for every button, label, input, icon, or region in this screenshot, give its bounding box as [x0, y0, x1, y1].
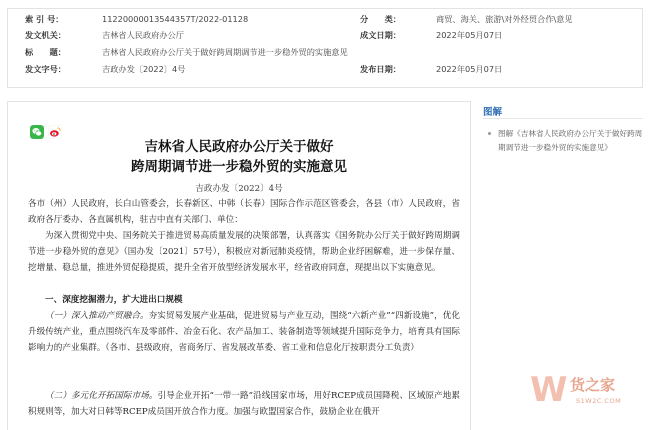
item-1-lead: （一）深入推动产贸融合。 [45, 311, 149, 321]
docno-value: 吉政办发〔2022〕4号 [102, 64, 186, 74]
item-2-paragraph [28, 388, 460, 420]
watermark-name: 货之家 [570, 376, 616, 394]
intro-paragraph: 为深入贯彻党中央、国务院关于推进贸易高质量发展的决策部署，认真落实《国务院办公厅关于做好跨周期调节进一步稳外贸的意见》（国办发〔2021〕57号），积极应对新冠肺炎疫情，帮助企业纾困解难，进一步保存量、挖增量、稳总量，推进外贸促稳提质，提升全省开放型经济发展水平，经省政府同意，现提出以下实施意见。 [28, 231, 460, 273]
document-title-line-1: 吉林省人民政府办公厅关于做好 [144, 139, 334, 155]
sidebar-title: 图解 [483, 107, 503, 118]
issuer-label: 发文机关： [25, 30, 66, 40]
docno-label: 发文字号： [25, 64, 66, 74]
date-created-label: 成文日期： [360, 30, 401, 40]
meta-row-index [8, 12, 642, 26]
index-value: 11220000013544357T/2022-01128 [102, 14, 249, 24]
item-1-text: 夯实贸易发展产业基础，促进贸易与产业互动，围绕“六新产业”“四新设施”，优化升级传统产业，重点围绕汽车及零部件、冶金石化、农产品加工、装备制造等领域提升国际竞争力，培育具有国际影响力的产业集群。（各市、县级政府，省商务厅、省发展改革委、省工业和信息化厅按职责分工负责） [28, 311, 460, 353]
title-label: 标 题： [25, 47, 66, 57]
date-created-value: 2022年05月07日 [436, 30, 503, 40]
bullet-icon [488, 132, 491, 135]
sidebar-infographic-link[interactable]: 图解《吉林省人民政府办公厅关于做好跨周期调节进一步稳外贸的实施意见》 [498, 129, 643, 152]
publish-date-label: 发布日期： [360, 64, 401, 74]
document-metadata-panel [7, 8, 643, 88]
index-label: 索 引 号： [25, 14, 64, 24]
document-body-card [7, 101, 471, 430]
item-2-text: 引导企业开拓“一带一路”沿线国家市场，用好RCEP成员国降税、区域原产地累积规则等，加大对日韩等RCEP成员国开放合作力度。加强与欧盟国家合作，鼓励企业在俄开 [28, 391, 460, 417]
addressee-paragraph: 各市（州）人民政府，长白山管委会，长春新区、中韩（长春）国际合作示范区管委会，各县（市）人民政府，省政府各厅委办、各直属机构，驻吉中直有关部门、单位： [28, 199, 460, 225]
title-value: 吉林省人民政府办公厅关于做好跨周期调节进一步稳外贸的实施意见 [102, 47, 348, 57]
issuer-value: 吉林省人民政府办公厅 [102, 30, 184, 40]
sidebar-divider [483, 118, 643, 119]
item-1-paragraph [28, 308, 460, 356]
meta-row-docno [8, 62, 642, 76]
meta-row-title [8, 45, 642, 59]
document-number: 吉政办发〔2022〕4号 [195, 184, 283, 194]
category-label: 分 类： [360, 14, 401, 24]
site-watermark [530, 368, 648, 418]
section-heading-1: 一、深度挖掘潜力，扩大进出口规模 [45, 295, 183, 305]
category-value: 商贸、海关、旅游\对外经贸合作\意见 [436, 14, 573, 24]
watermark-logo-icon: W [530, 370, 568, 410]
watermark-url: S1W2C.COM [576, 397, 622, 405]
meta-row-issuer [8, 28, 642, 42]
publish-date-value: 2022年05月07日 [436, 64, 503, 74]
item-2-lead: （二）多元化开拓国际市场。 [45, 391, 158, 401]
document-title-line-2: 跨周期调节进一步稳外贸的实施意见 [131, 159, 347, 175]
